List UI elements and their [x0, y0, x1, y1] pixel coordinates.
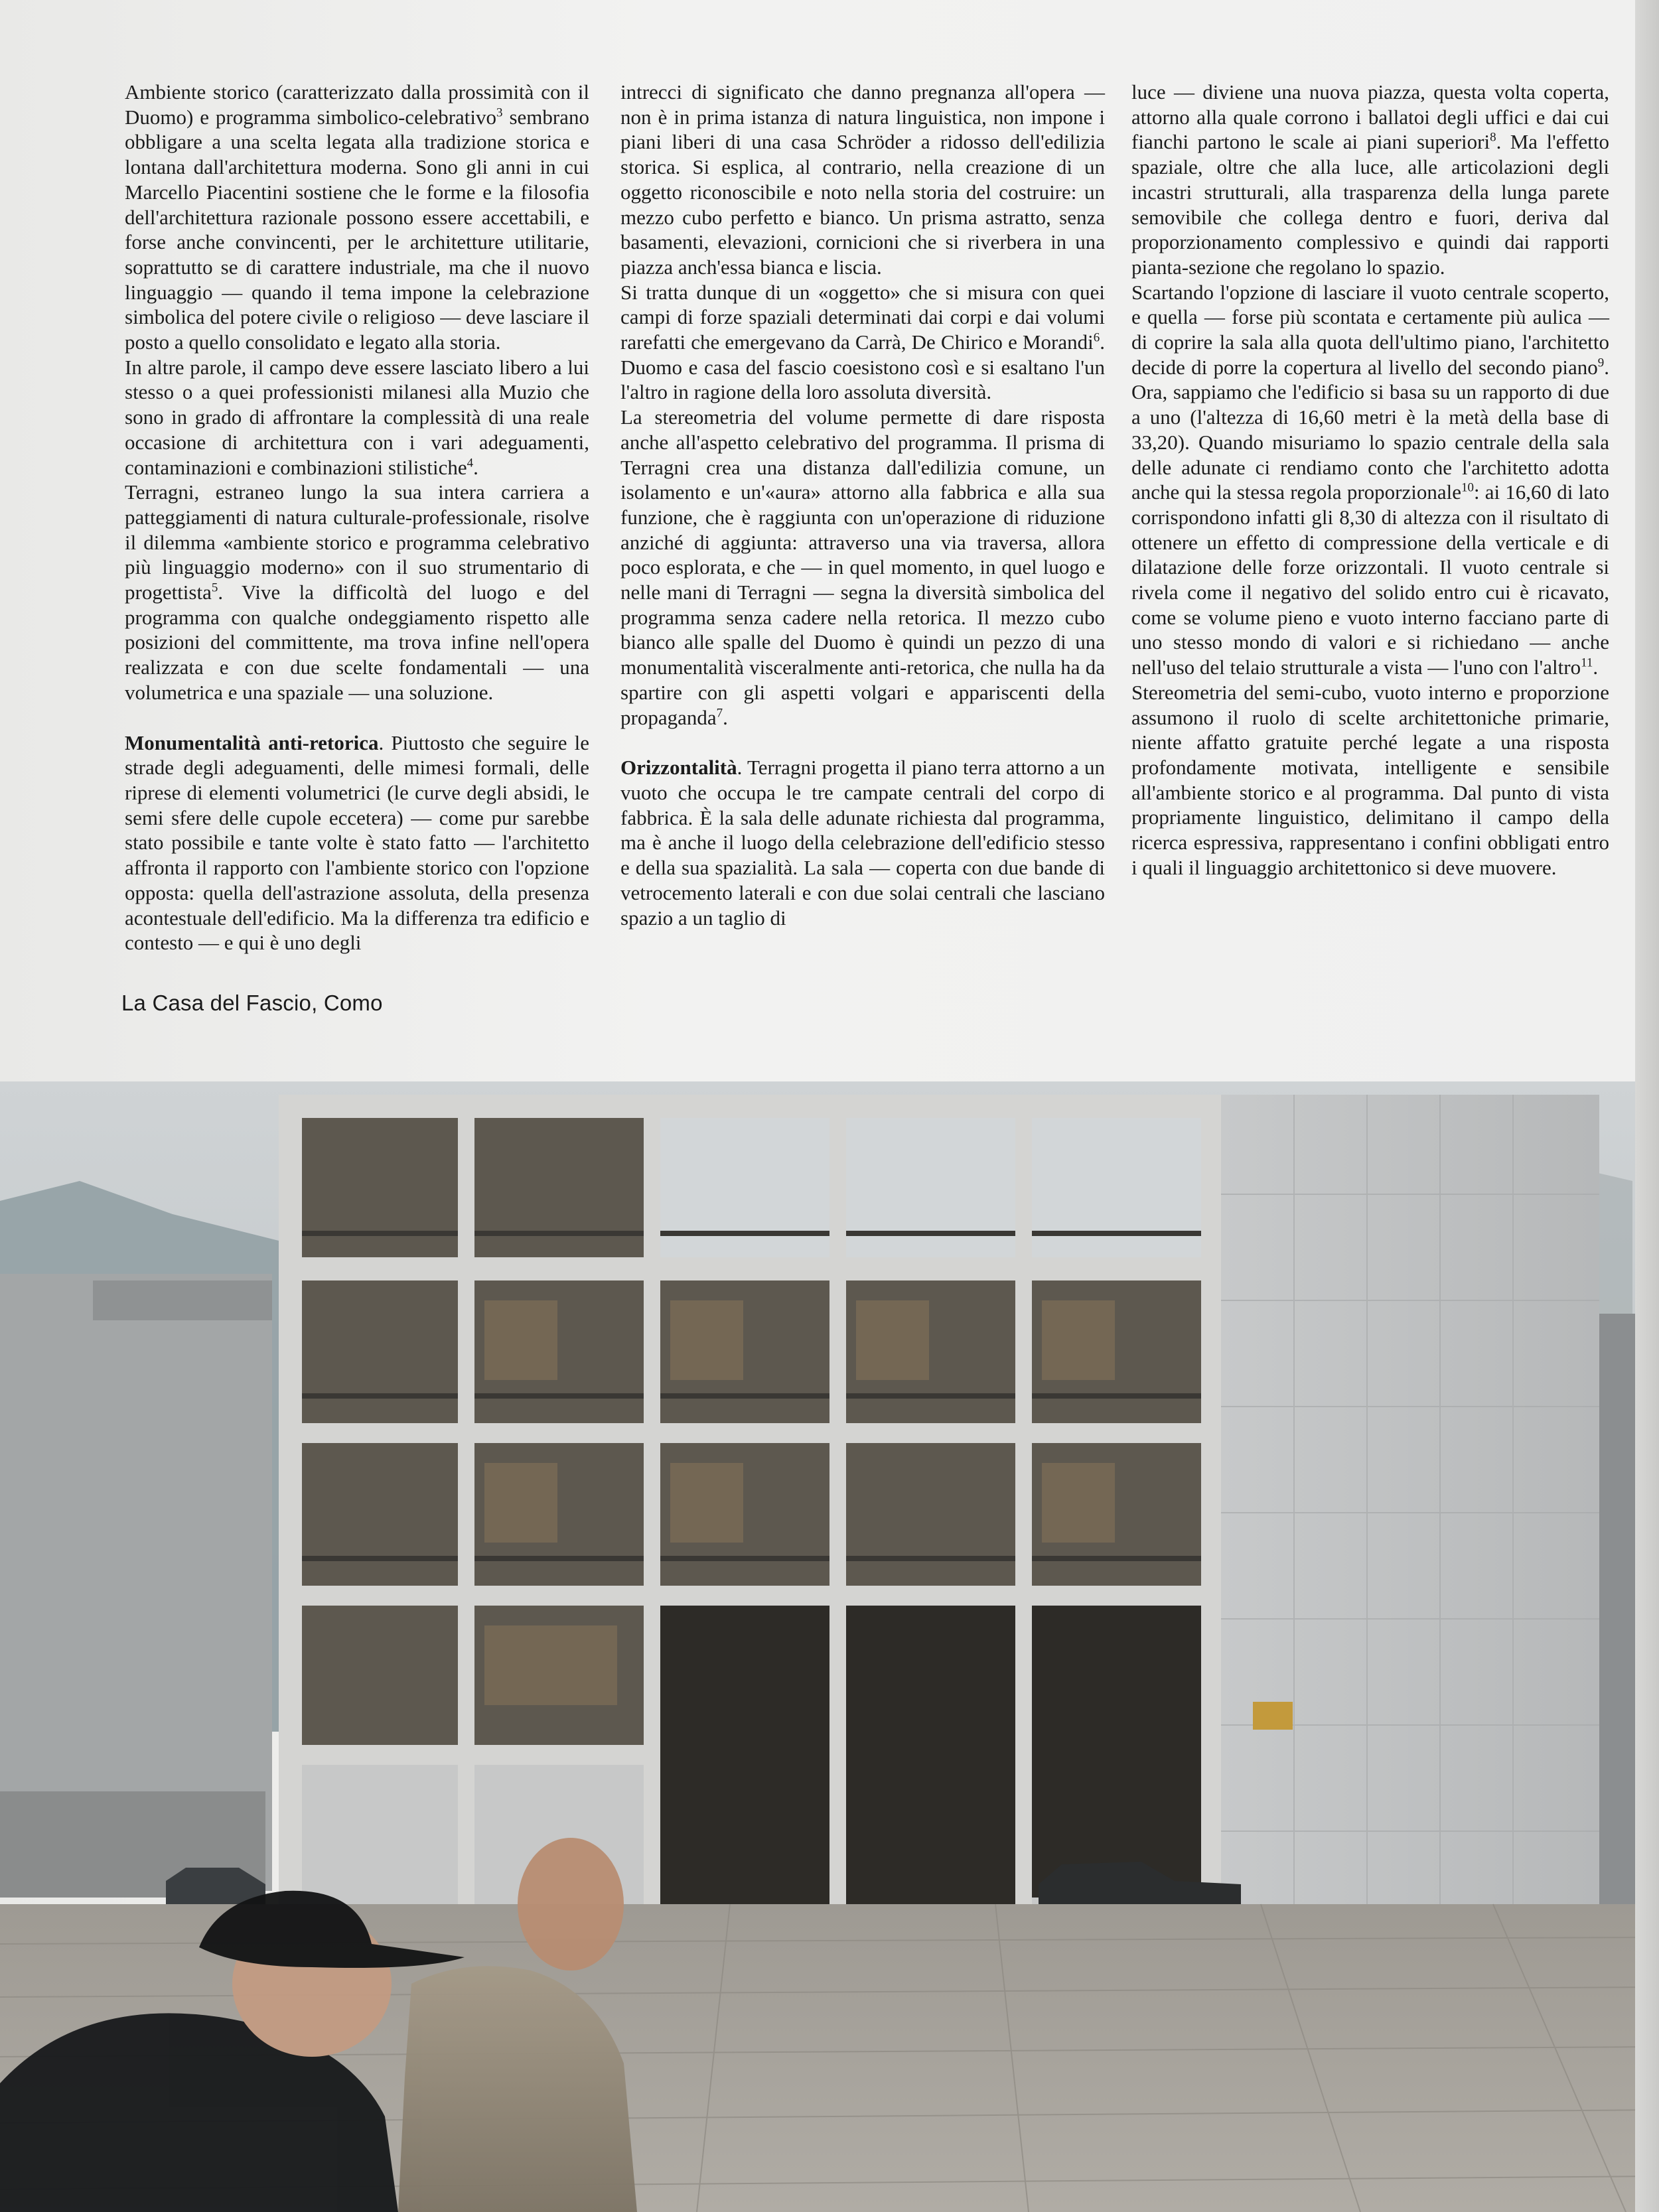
text-run: : ai 16,60 di lato corrispondono infatti gli 8,30 di altezza con il risultato di ottenere un effetto di compressione della verticale e di dilatazione delle forze orizzontali. Il vuoto centrale si rivela come il negativo del solido entro cui è ricavato, come se volume pieno e vuoto interno facciano parte di uno stesso mondo di valori e si richiedano — anche nell'uso del telaio strutturale a vista — l'uno con l'altro: [1131, 480, 1609, 679]
footnote-ref: 7: [716, 706, 723, 721]
footnote-ref: 10: [1461, 480, 1474, 495]
sign-plate: [1253, 1702, 1293, 1730]
footnote-ref: 8: [1490, 131, 1496, 145]
text-run: . Terragni progetta il piano terra attorno a un vuoto che occupa le tre campate centrali del corpo di fabbrica. È la sala delle adunate richiesta dal programma, ma è anche il luogo della celebrazione dell'edificio stesso e della sua spazialità. La sala — coperta con due bande di vetrocemento laterali e con due solai centrali che lasciano spazio a un taglio di: [620, 756, 1105, 930]
text-run: .: [473, 455, 478, 479]
section-heading: Orizzontalità: [620, 756, 737, 780]
paragraph: [125, 480, 589, 705]
left-building-top: [93, 1280, 272, 1320]
text-column-2: [620, 80, 1105, 930]
top-open-bays: [660, 1118, 1201, 1257]
pedestrian-right-head: [518, 1838, 624, 1970]
text-run: Scartando l'opzione di lasciare il vuoto centrale scoperto, e quella — forse più scontata e certamente più aulica — di coprire la sala alla quota dell'ultimo piano, l'architetto decide di porre la copertura al livello del secondo piano: [1131, 280, 1609, 379]
text-run: .: [1593, 656, 1599, 679]
text-column-3: [1131, 80, 1609, 880]
footnote-ref: 4: [467, 456, 474, 470]
paragraph: [620, 80, 1105, 280]
footnote-ref: 5: [211, 581, 218, 595]
paragraph: [620, 405, 1105, 730]
text-run: .: [723, 705, 728, 729]
text-run: intrecci di significato che danno pregnanza all'opera — non è in prima istanza di natura linguistica, non impone i piani liberi di una casa Schröder a ridosso dell'edilizia storica. Si esplica, al contrario, nella creazione di un oggetto riconoscibile e noto nella storia del costruire: un mezzo cubo perfetto e bianco. Un prisma astratto, senza basamenti, elevazioni, cornicioni che si riverbera in una piazza anch'essa bianca e liscia.: [620, 80, 1105, 279]
footnote-ref: 3: [496, 105, 503, 120]
spacer: [620, 730, 1105, 755]
text-run: sembrano obbligare a una scelta legata alla tradizione storica e lontana dall'architettura moderna. Sono gli anni in cui Marcello Piacentini sostiene che le forme e la filosofia dell'architettura razionale possono essere accettabili, e forse anche convincenti, per le architetture utilitarie, soprattutto se di carattere industriale, ma che il nuovo linguaggio — quando il tema impone la celebrazione simbolica del potere civile o religioso — deve lasciare il posto a quello consolidato e legato alla storia.: [125, 105, 589, 354]
text-run: . Duomo e casa del fascio coesistono così e si esaltano l'un l'altro in ragione della loro assoluta diversità.: [620, 330, 1105, 404]
text-run: La stereometria del volume permette di dare risposta anche all'aspetto celebrativo del programma. Il prisma di Terragni crea una distanza dall'edilizia comune, un isolamento e un'«aura» attorno alla fabbrica e alla sua funzione, che è raggiunta con un'operazione di riduzione anziché di aggiunta: attraverso una via traversa, allora poco esplorata, e che — in quel momento, in quel luogo e nelle mani di Terragni — segna la diversità simbolica del programma senza cadere nella retorica. Il mezzo cubo bianco alle spalle del Duomo è quindi un pezzo di una monumentalità visceralmente anti-retorica, che nulla ha da spartire con gli aspetti volgari e appariscenti della propaganda: [620, 405, 1105, 729]
text-run: luce — diviene una nuova piazza, questa volta coperta, attorno alla quale corrono i ballatoi degli uffici e dai cui fianchi partono le scale ai piani superiori: [1131, 80, 1609, 154]
section-heading: Monumentalità anti-retorica: [125, 730, 379, 754]
spacer: [125, 705, 589, 730]
paragraph: [620, 280, 1105, 405]
ground-glass: [660, 1606, 1201, 1904]
building-photo: [0, 1081, 1659, 2212]
text-run: Terragni, estraneo lungo la sua intera carriera a patteggiamenti di natura culturale-professionale, risolve il dilemma «ambiente storico e programma celebrativo più linguaggio moderno» con il suo strumentario di progettista: [125, 480, 589, 604]
text-column-1: [125, 80, 589, 955]
footnote-ref: 9: [1597, 356, 1605, 370]
footnote-ref: 6: [1093, 330, 1100, 345]
text-run: Si tratta dunque di un «oggetto» che si misura con quei campi di forze spaziali determinati dai corpi e dai volumi rarefatti che emergevano da Carrà, De Chirico e Morandi: [620, 280, 1105, 354]
paragraph: [125, 730, 589, 955]
text-run: . Vive la difficoltà del luogo e del programma con qualche ondeggiamento rispetto alle posizioni del committente, ma trova infine nell'opera realizzata e con due scelte fondamentali — una volumetrica e una spaziale — una soluzione.: [125, 581, 589, 704]
text-run: . Piuttosto che seguire le strade degli adeguamenti, delle mimesi formali, delle riprese di elementi volumetrici (le curve degli absidi, le semi sfere delle cupole eccetera) — come pur sarebbe stato possibile e tante volte è stato fatto — l'architetto affronta il rapporto con l'ambiente storico con l'opzione opposta: quella dell'astrazione assoluta, della presenza acontestuale dell'edificio. Ma la differenza tra edificio e contesto — e qui è uno degli: [125, 730, 589, 955]
paragraph: [620, 755, 1105, 930]
facade-wall: [1221, 1095, 1599, 1911]
right-building: [1599, 1314, 1639, 1911]
page-edge: [1635, 0, 1659, 2212]
photo-caption: La Casa del Fascio, Como: [121, 991, 383, 1015]
text-run: . Ora, sappiamo che l'edificio si basa su un rapporto di due a uno (l'altezza di 16,60 metri è la metà della base di 33,20). Quando misuriamo lo spazio centrale della sala delle adunate ci rendiamo conto che l'architetto adotta anche qui la stessa regola proporzionale: [1131, 355, 1609, 504]
paragraph: [1131, 680, 1609, 880]
footnote-ref: 11: [1581, 656, 1593, 670]
paragraph: [125, 80, 589, 355]
text-run: Stereometria del semi-cubo, vuoto interno e proporzione assumono il ruolo di scelte architettoniche primarie, niente affatto gratuite perché legate a una risposta profondamente motivata, intelligente e sensibile all'ambiente storico e al programma. Dal punto di vista propriamente linguistico, delimitano il campo della ricerca espressiva, rappresentano i confini obbligati entro i quali il linguaggio architettonico si deve muovere.: [1131, 680, 1609, 879]
text-run: Ambiente storico (caratterizzato dalla prossimità con il Duomo) e programma simbolico-celebrativo: [125, 80, 589, 129]
paragraph: [125, 355, 589, 480]
paragraph: [1131, 280, 1609, 680]
paragraph: [1131, 80, 1609, 280]
text-run: . Ma l'effetto spaziale, oltre che alla luce, alle articolazioni degli incastri strutturali, alla trasparenza della lunga parete semovibile che collega dentro e fuori, deriva dal proporzionamento complessivo e quindi dai rapporti pianta-sezione che regolano lo spazio.: [1131, 130, 1609, 279]
text-run: In altre parole, il campo deve essere lasciato libero a lui stesso o a quei professionisti milanesi alla Muzio che sono in grado di affrontare la complessità di una reale occasione di architettura con i vari adeguamenti, contaminazioni e combinazioni stilistiche: [125, 355, 589, 479]
